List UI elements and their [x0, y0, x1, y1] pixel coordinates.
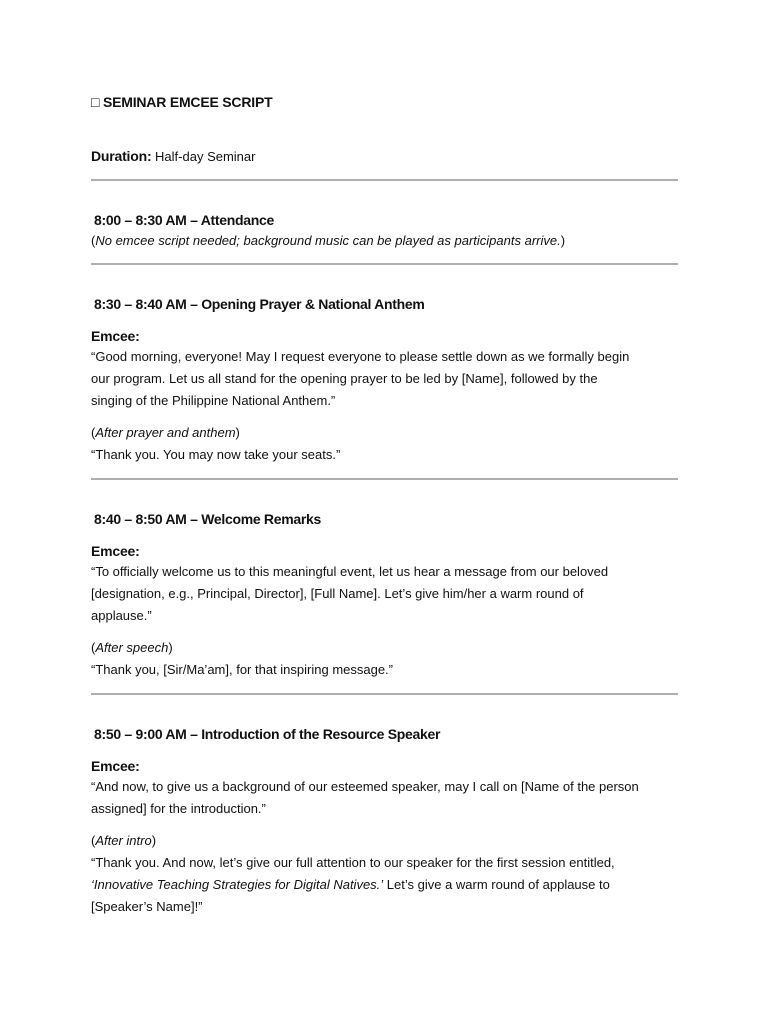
emcee-line: applause.” [91, 608, 152, 623]
emcee-line: “And now, to give us a background of our esteemed speaker, may I call on [Name of the person [91, 779, 639, 794]
section-heading: 8:50 – 9:00 AM – Introduction of the Resource Speaker [94, 726, 441, 742]
duration-line [91, 146, 678, 166]
after-note: (After prayer and anthem) [91, 425, 240, 440]
emcee-label: Emcee: [91, 328, 140, 344]
divider [91, 478, 678, 480]
after-note: (After intro) [91, 833, 157, 848]
divider [91, 263, 678, 265]
emcee-line: ‘Innovative Teaching Strategies for Digital Natives.’ Let’s give a warm round of applause to [91, 877, 610, 892]
emcee-label: Emcee: [91, 543, 140, 559]
emcee-line: “To officially welcome us to this meaningful event, let us hear a message from our beloved [91, 564, 609, 579]
section-heading: 8:40 – 8:50 AM – Welcome Remarks [94, 511, 321, 527]
emcee-label: Emcee: [91, 758, 140, 774]
emcee-line: “Good morning, everyone! May I request everyone to please settle down as we formally begin [91, 349, 630, 364]
document-title [91, 92, 678, 112]
divider [91, 693, 678, 695]
emcee-line: “Thank you. And now, let’s give our full attention to our speaker for the first session entitled, [91, 855, 615, 870]
duration-value: Half-day Seminar [155, 149, 256, 164]
emcee-line: “Thank you, [Sir/Ma’am], for that inspiring message.” [91, 662, 394, 677]
emcee-line: assigned] for the introduction.” [91, 801, 266, 816]
title-box-icon: □ [91, 94, 100, 110]
after-note: (After speech) [91, 640, 173, 655]
divider [91, 179, 678, 181]
duration-label: Duration: [91, 148, 152, 164]
section-note: (No emcee script needed; background music can be played as participants arrive.) [91, 233, 566, 248]
emcee-line: [Speaker’s Name]!” [91, 899, 203, 914]
document-page [91, 92, 678, 918]
emcee-line: singing of the Philippine National Anthem.” [91, 393, 336, 408]
title-text: SEMINAR EMCEE SCRIPT [102, 94, 273, 110]
section-heading: 8:30 – 8:40 AM – Opening Prayer & National Anthem [94, 296, 425, 312]
emcee-line: “Thank you. You may now take your seats.” [91, 447, 341, 462]
emcee-line: our program. Let us all stand for the opening prayer to be led by [Name], followed by the [91, 371, 598, 386]
section-heading: 8:00 – 8:30 AM – Attendance [94, 212, 274, 228]
emcee-line: [designation, e.g., Principal, Director], [Full Name]. Let’s give him/her a warm round of [91, 586, 584, 601]
